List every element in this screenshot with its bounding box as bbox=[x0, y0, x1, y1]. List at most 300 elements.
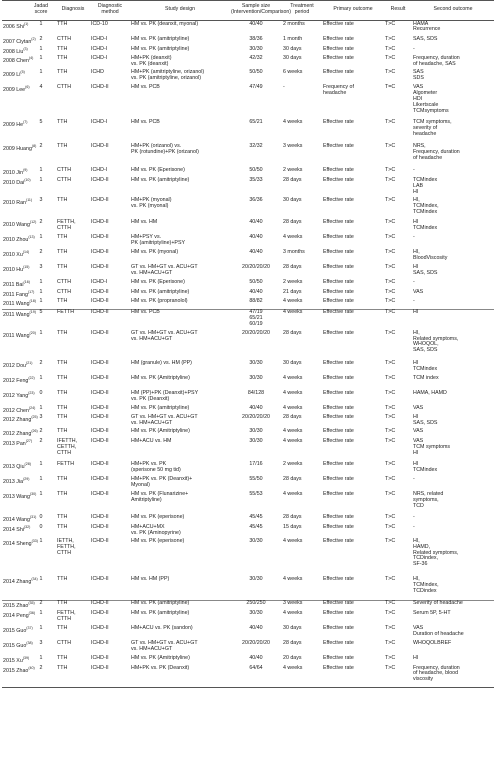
table-row bbox=[2, 439, 494, 462]
study-author: Wang bbox=[16, 493, 30, 500]
cell-method: ICHD-II bbox=[91, 575, 109, 582]
cell-jadad: 1 bbox=[39, 288, 43, 295]
cell-primary-outcome: Effective rate bbox=[323, 428, 354, 435]
study-author: Zhang bbox=[16, 578, 32, 585]
cell-primary-outcome: Effective rate bbox=[323, 389, 354, 396]
cell-diagnosis: CTTH bbox=[57, 84, 72, 91]
cell-method: ICHD-II bbox=[91, 609, 109, 616]
study-year: 2010 bbox=[3, 221, 15, 228]
cell-design: HM vs. PK (eperisone) bbox=[131, 537, 185, 544]
cell-second-outcome: - bbox=[413, 45, 415, 52]
cell-period: 30 days bbox=[283, 55, 302, 62]
cell-second-outcome: HI bbox=[412, 309, 494, 330]
cell-diagnosis: TTH bbox=[57, 45, 68, 52]
study-year: 2012 bbox=[3, 407, 15, 414]
cell-method: ICHD-I bbox=[91, 167, 108, 174]
cell-result: T>C bbox=[385, 389, 396, 396]
cell-year bbox=[2, 85, 30, 120]
cell-method: ICHD-II bbox=[91, 374, 109, 381]
cell-second-outcome: HAMA, HAMD bbox=[413, 389, 447, 396]
cell-period: 4 weeks bbox=[283, 234, 303, 241]
cell-primary-outcome: Effective rate bbox=[323, 219, 354, 226]
cell-sample-size: 40/40 bbox=[249, 404, 263, 411]
cell-result: T>C bbox=[385, 476, 396, 482]
cell-year bbox=[2, 610, 36, 625]
cell-jadad: 2 bbox=[39, 36, 43, 42]
cell-result: T>C bbox=[385, 404, 396, 411]
study-year: 2010 bbox=[3, 199, 15, 206]
cell-year bbox=[2, 415, 38, 429]
cell-primary-outcome: Effective rate bbox=[322, 600, 384, 610]
study-year: 2015 bbox=[3, 667, 15, 674]
cell-method: ICHD-II bbox=[91, 143, 109, 150]
study-year: 2013 bbox=[3, 493, 15, 500]
cell-year bbox=[2, 299, 36, 309]
table-row bbox=[2, 625, 494, 640]
study-author: Wang bbox=[15, 311, 30, 318]
cell-diagnosis: TTH bbox=[57, 389, 68, 396]
cell-primary-outcome: Effective rate bbox=[323, 45, 354, 52]
cell-design: HM+PK vs. PK (Deanxit)+ Myonal) bbox=[131, 476, 193, 488]
cell-year bbox=[2, 665, 35, 687]
cell-primary-outcome: Effective rate bbox=[323, 438, 354, 444]
cell-second-outcome: VAS bbox=[413, 288, 424, 295]
cell-second-outcome: - bbox=[413, 234, 415, 241]
table-row bbox=[2, 655, 494, 665]
study-reference: (6) bbox=[25, 85, 30, 90]
cell-design: GT vs. HM+GT vs. ACU+GT vs. HM+ACU+GT bbox=[131, 639, 198, 652]
study-year: 2009 bbox=[3, 87, 15, 94]
header-diagnosis: Diagnosis bbox=[56, 1, 90, 21]
study-reference: (15) bbox=[23, 265, 30, 270]
cell-design: HM (PP)+PK (Deanxit)+PSY vs. PK (Deanxit) bbox=[131, 389, 199, 402]
study-year: 2008 bbox=[3, 48, 15, 55]
table-row bbox=[2, 220, 494, 235]
study-reference: (28) bbox=[24, 462, 31, 466]
cell-period: 15 days bbox=[283, 523, 302, 530]
cell-year bbox=[2, 538, 39, 576]
cell-jadad: 2 bbox=[39, 359, 43, 366]
cell-period: 4 weeks bbox=[283, 491, 303, 497]
cell-design: HM vs. PK (deanxit, myonal) bbox=[131, 20, 199, 27]
study-reference: (20) bbox=[29, 330, 36, 335]
cell-year bbox=[2, 144, 37, 168]
header-design: Study design bbox=[130, 1, 230, 21]
cell-jadad: 1 bbox=[39, 476, 43, 482]
cell-diagnosis: TTH bbox=[57, 20, 68, 27]
table-row bbox=[2, 462, 494, 477]
table-row bbox=[2, 70, 494, 85]
cell-result: T>C bbox=[385, 639, 396, 646]
table-row bbox=[2, 477, 494, 492]
cell-jadad: 1 bbox=[39, 537, 43, 544]
study-reference: (13) bbox=[28, 235, 35, 240]
study-author: Xu bbox=[16, 251, 23, 258]
study-year: 2014 bbox=[3, 578, 15, 585]
cell-primary-outcome: Effective rate bbox=[323, 575, 354, 582]
cell-method: ICHD-II bbox=[91, 84, 109, 91]
cell-diagnosis: TTH bbox=[57, 234, 68, 241]
cell-sample-size: 50/50 bbox=[249, 167, 263, 174]
cell-year bbox=[2, 309, 36, 330]
cell-second-outcome: - bbox=[413, 167, 415, 174]
study-author: Sheng bbox=[16, 540, 32, 547]
cell-jadad: 1 bbox=[39, 234, 43, 241]
cell-design: HM vs. HM bbox=[131, 219, 158, 226]
cell-jadad: 1 bbox=[39, 575, 43, 582]
cell-jadad: 3 bbox=[39, 639, 43, 646]
table-row bbox=[2, 492, 494, 515]
cell-method: ICHD-I bbox=[91, 55, 108, 62]
cell-design: HM+PK (amitriptyline, orizanol) vs. PK (amitriptyline, orizanol) bbox=[131, 69, 205, 82]
cell-design: HM vs. PCB bbox=[130, 309, 230, 330]
cell-sample-size: 38/36 bbox=[249, 36, 263, 42]
study-reference: (31) bbox=[29, 515, 37, 519]
cell-jadad: 2 bbox=[39, 143, 43, 150]
cell-jadad: 3 bbox=[39, 264, 43, 271]
cell-jadad: 1 bbox=[39, 45, 43, 52]
cell-result: T>C bbox=[385, 537, 396, 544]
cell-result: T>C bbox=[385, 219, 396, 226]
study-year: 2011 bbox=[3, 332, 15, 339]
cell-second-outcome: TCM symptoms, severity of headache bbox=[413, 119, 452, 138]
cell-year bbox=[2, 168, 26, 178]
cell-result: T>C bbox=[385, 624, 396, 631]
cell-design: HM vs. PCB bbox=[131, 84, 160, 91]
study-author: Shi bbox=[16, 23, 24, 30]
cell-design: HM vs. PK (amitriptyline) bbox=[131, 609, 190, 616]
table-row bbox=[2, 56, 494, 70]
table-row bbox=[2, 37, 494, 47]
cell-sample-size: 42/32 bbox=[249, 55, 263, 62]
cell-design: HM+ACU vs. HM bbox=[131, 438, 172, 444]
table-row bbox=[2, 576, 494, 600]
cell-jadad: 1 bbox=[39, 69, 43, 76]
study-reference: (38) bbox=[26, 640, 33, 645]
study-reference: (17) bbox=[27, 289, 35, 294]
cell-second-outcome: HI TCMindex bbox=[413, 461, 438, 473]
cell-second-outcome: Severity of headache bbox=[412, 600, 494, 610]
cell-design: HM vs. PK (eperisone) bbox=[131, 514, 185, 520]
study-author: Dai bbox=[16, 179, 25, 186]
cell-year bbox=[2, 375, 35, 390]
cell-period: 2 weeks bbox=[283, 167, 303, 174]
cell-second-outcome: NRS, related symptoms, TCD bbox=[413, 491, 444, 509]
cell-result: T>C bbox=[385, 249, 396, 256]
cell-diagnosis: FETTH bbox=[57, 461, 75, 467]
table-row bbox=[2, 120, 494, 144]
cell-sample-size: 35/33 bbox=[249, 177, 263, 184]
cell-diagnosis: TTH bbox=[57, 404, 68, 411]
study-author: Zhao bbox=[16, 667, 29, 674]
cell-jadad: 0 bbox=[39, 389, 43, 396]
cell-period: 28 days bbox=[283, 329, 302, 336]
cell-sample-size: 20/20/20/20 bbox=[242, 639, 270, 646]
cell-sample-size: 45/45 bbox=[249, 514, 263, 520]
cell-diagnosis: IFETTH, CETTH, CTTH bbox=[57, 438, 78, 456]
header-size: Sample size (Intervention/Comparison) bbox=[230, 1, 282, 21]
table-row bbox=[2, 235, 494, 250]
cell-primary-outcome: Effective rate bbox=[323, 359, 354, 366]
cell-primary-outcome: Effective rate bbox=[323, 249, 354, 256]
cell-primary-outcome: Effective rate bbox=[323, 523, 354, 530]
study-year: 2015 bbox=[3, 642, 15, 649]
cell-second-outcome: - bbox=[413, 514, 415, 520]
cell-primary-outcome: Effective rate bbox=[323, 177, 354, 184]
cell-period: 28 days bbox=[283, 476, 302, 482]
cell-design: HM vs. PK (Eperisone) bbox=[131, 279, 185, 286]
cell-sample-size: 40/40 bbox=[249, 654, 263, 661]
cell-jadad: 1 bbox=[39, 329, 43, 336]
cell-design: HM vs. PK (Amitriptyline) bbox=[131, 428, 190, 435]
cell-period: 28 days bbox=[283, 264, 302, 271]
cell-sample-size: 30/30 bbox=[249, 609, 263, 616]
cell-design: HM (granule) vs. HM (PP) bbox=[131, 359, 192, 366]
study-reference: (36) bbox=[28, 610, 36, 615]
cell-period: 3 weeks bbox=[283, 143, 303, 150]
cell-period: 21 days bbox=[283, 288, 302, 295]
cell-sample-size: 47/19 65/21 60/19 bbox=[230, 309, 282, 330]
cell-design: HM vs. PK (Flunarizine+ Amitriptyline) bbox=[131, 491, 189, 503]
cell-sample-size: 55/50 bbox=[249, 476, 263, 482]
cell-result: T>C bbox=[385, 438, 396, 444]
cell-primary-outcome: Effective rate bbox=[322, 309, 384, 330]
cell-jadad: 2 bbox=[39, 428, 43, 435]
cell-method: ICHD-II bbox=[91, 537, 109, 544]
cell-period: 30 days bbox=[283, 45, 302, 52]
cell-result: T>C bbox=[385, 575, 396, 582]
cell-design: HM vs. PCB bbox=[131, 119, 160, 126]
cell-second-outcome: HI TCMindex bbox=[413, 219, 438, 231]
cell-sample-size: 45/45 bbox=[249, 523, 263, 530]
cell-period: 4 weeks bbox=[283, 575, 303, 582]
cell-method: ICHD-II bbox=[91, 288, 109, 295]
cell-primary-outcome: Effective rate bbox=[323, 491, 354, 497]
cell-second-outcome: HI bbox=[413, 654, 419, 661]
cell-second-outcome: SAS SDS bbox=[413, 69, 424, 82]
table-row bbox=[2, 144, 494, 168]
cell-design: HM vs. PK (Eperisone) bbox=[131, 167, 185, 174]
study-year: 2008 bbox=[3, 58, 15, 65]
study-reference: (3) bbox=[23, 46, 28, 51]
cell-result: T>C bbox=[385, 279, 396, 286]
study-year: 2012 bbox=[3, 377, 15, 384]
cell-jadad: 1 bbox=[39, 374, 43, 381]
cell-design: HM+PK vs. PK (sperisone 50 mg tid) bbox=[131, 461, 181, 473]
cell-method: ICHD-II bbox=[91, 514, 109, 520]
study-reference: (11) bbox=[26, 198, 33, 203]
cell-method: ICHD-I bbox=[91, 45, 108, 52]
cell-sample-size: 30/30 bbox=[249, 438, 263, 444]
cell-year bbox=[2, 405, 36, 415]
cell-method: ICHD-II bbox=[91, 654, 109, 661]
cell-method: ICHD-II bbox=[91, 177, 109, 184]
cell-second-outcome: HI, TCMindex, TCDindex bbox=[413, 575, 439, 594]
cell-second-outcome: Serum 5P, 5-HT bbox=[413, 609, 451, 616]
study-reference: (34) bbox=[31, 576, 38, 581]
study-author: Zhang bbox=[16, 431, 32, 438]
cell-diagnosis: TTH bbox=[57, 359, 68, 366]
cell-period: 4 weeks bbox=[283, 389, 303, 396]
cell-diagnosis: CTTH bbox=[57, 36, 72, 42]
cell-diagnosis: TTH bbox=[57, 119, 68, 126]
table-row bbox=[2, 415, 494, 429]
cell-jadad: 3 bbox=[39, 414, 43, 421]
study-year: 2010 bbox=[3, 251, 15, 258]
cell-second-outcome: Frequency, duration of headache, SAS bbox=[413, 55, 460, 68]
cell-design: HM vs. PK (amitriptyline) bbox=[131, 45, 190, 52]
cell-sample-size: 20/20/20/20 bbox=[242, 414, 270, 421]
cell-year bbox=[2, 178, 31, 198]
study-reference: (12) bbox=[29, 220, 37, 225]
cell-primary-outcome: Effective rate bbox=[322, 665, 384, 687]
cell-method: ICHD-II bbox=[91, 438, 109, 444]
cell-second-outcome: HI TCMindex bbox=[413, 359, 438, 372]
cell-sample-size: 40/40 bbox=[249, 249, 263, 256]
study-year: 2014 bbox=[3, 526, 15, 533]
study-reference: (27) bbox=[25, 439, 33, 443]
cell-design: HM+PK (myonal) vs. PK (myonal) bbox=[131, 197, 172, 209]
cell-design: HM vs. PK (myonal) bbox=[131, 249, 179, 256]
cell-period: 28 days bbox=[283, 639, 302, 646]
cell-primary-outcome: Frequency of headache bbox=[323, 84, 354, 97]
study-author: Chen bbox=[16, 407, 29, 414]
cell-year bbox=[2, 515, 37, 525]
cell-result: T>C bbox=[385, 298, 396, 305]
cell-primary-outcome: Effective rate bbox=[323, 288, 354, 295]
cell-primary-outcome: Effective rate bbox=[323, 624, 354, 631]
cell-result: T>C bbox=[385, 264, 396, 271]
study-year: 2009 bbox=[3, 146, 15, 153]
cell-second-outcome: HI, Related symptoms, WHOQOL, SAS, SDS bbox=[413, 329, 459, 354]
cell-year bbox=[2, 280, 30, 290]
cell-period: 6 weeks bbox=[283, 69, 303, 76]
study-author: Wang bbox=[15, 301, 30, 308]
study-year: 2011 bbox=[3, 291, 15, 298]
cell-method: ICHD-II bbox=[91, 428, 109, 435]
cell-diagnosis: TTH bbox=[57, 69, 68, 76]
cell-method: ICHD-II bbox=[91, 359, 109, 366]
cell-result: T>C bbox=[385, 523, 396, 530]
cell-result: T>C bbox=[384, 600, 412, 610]
cell-method: ICHD-II bbox=[91, 461, 109, 467]
cell-primary-outcome: Effective rate bbox=[323, 69, 354, 76]
cell-design: HM+ACU+MX vs. PK (Aminopyrine) bbox=[131, 523, 181, 536]
study-year: 2009 bbox=[3, 72, 15, 79]
cell-jadad: 1 bbox=[39, 624, 43, 631]
cell-second-outcome: VAS TCM symptoms HI bbox=[413, 438, 451, 456]
cell-diagnosis: TTH bbox=[57, 329, 68, 336]
cell-year bbox=[2, 220, 37, 235]
cell-method: ICHD-II bbox=[91, 476, 109, 482]
cell-design: HM+PK (deanxit) vs. PK (deanxit) bbox=[131, 55, 172, 68]
study-year: 2011 bbox=[3, 281, 15, 288]
study-author: Bai bbox=[15, 281, 24, 288]
cell-method: ICHD-II bbox=[90, 665, 130, 687]
cell-result: T>C bbox=[385, 234, 396, 241]
cell-diagnosis: TTH bbox=[57, 298, 68, 305]
cell-period: 20 days bbox=[283, 654, 302, 661]
table-row bbox=[2, 289, 494, 299]
cell-primary-outcome: Effective rate bbox=[323, 654, 354, 661]
cell-diagnosis: CTTH bbox=[57, 167, 72, 174]
cell-sample-size: 50/50 bbox=[249, 279, 263, 286]
study-author: Fang bbox=[15, 291, 28, 298]
cell-primary-outcome: Effective rate bbox=[323, 329, 354, 336]
cell-year bbox=[2, 439, 33, 462]
cell-diagnosis: TTH bbox=[57, 428, 68, 435]
cell-second-outcome: HI, TCMindex, TCMindex bbox=[413, 197, 439, 215]
cell-period: 30 days bbox=[283, 624, 302, 631]
cell-method: ICHD-II bbox=[91, 523, 109, 530]
cell-period: 3 weeks bbox=[282, 600, 322, 610]
study-reference: (29) bbox=[23, 477, 30, 481]
cell-method: ICHD-I bbox=[91, 119, 108, 126]
table-row bbox=[2, 665, 494, 687]
cell-period: 4 weeks bbox=[283, 298, 303, 305]
study-author: Hu bbox=[16, 266, 24, 273]
cell-diagnosis: FETTH, CTTH bbox=[57, 609, 76, 622]
cell-year bbox=[2, 477, 30, 492]
cell-sample-size: 32/32 bbox=[249, 143, 263, 150]
cell-diagnosis: CTTH bbox=[57, 639, 72, 646]
cell-jadad: 2 bbox=[39, 438, 43, 444]
cell-period: 4 weeks bbox=[283, 438, 303, 444]
cell-sample-size: 17/16 bbox=[249, 461, 263, 467]
cell-sample-size: 30/30 bbox=[249, 359, 263, 366]
cell-jadad: 2 bbox=[26, 665, 56, 687]
cell-result: T>C bbox=[385, 167, 396, 174]
cell-diagnosis: TTH bbox=[57, 143, 68, 150]
study-author: Yang bbox=[16, 392, 29, 399]
study-year: 2011 bbox=[3, 301, 15, 308]
cell-diagnosis: TTH bbox=[57, 523, 68, 530]
study-author: Feng bbox=[16, 377, 29, 384]
cell-result: T>C bbox=[385, 609, 396, 616]
cell-primary-outcome: Effective rate bbox=[323, 404, 354, 411]
cell-year bbox=[2, 56, 34, 70]
cell-sample-size: 40/40 bbox=[249, 219, 263, 226]
cell-primary-outcome: Effective rate bbox=[323, 36, 354, 42]
cell-design: HM vs. PK (amitriptyline) bbox=[131, 404, 190, 411]
cell-jadad: 1 bbox=[39, 279, 43, 286]
table-row bbox=[2, 178, 494, 198]
cell-diagnosis: TTH bbox=[57, 491, 68, 497]
cell-period: 4 weeks bbox=[283, 374, 303, 381]
study-year: 2010 bbox=[3, 179, 15, 186]
cell-jadad: 1 bbox=[39, 177, 43, 184]
cell-design: HM vs. PK (amitriptyline) bbox=[131, 288, 190, 295]
study-reference: (25) bbox=[31, 415, 38, 420]
cell-design: GT vs. HM+GT vs. ACU+GT vs. HM+ACU+GT bbox=[131, 264, 198, 276]
study-author: Wang bbox=[16, 221, 30, 228]
cell-primary-outcome: Effective rate bbox=[323, 298, 354, 305]
cell-result: T>C bbox=[385, 20, 396, 27]
cell-period: 3 months bbox=[283, 249, 305, 256]
study-reference: (16) bbox=[23, 280, 30, 285]
study-author: Peng bbox=[16, 612, 29, 619]
cell-design: HM vs. HM (PP) bbox=[131, 575, 170, 582]
study-year: 2011 bbox=[3, 311, 15, 318]
cell-period: 4 weeks bbox=[283, 119, 303, 126]
table-row bbox=[2, 515, 494, 525]
table-row bbox=[2, 360, 494, 375]
cell-diagnosis: TTH bbox=[57, 514, 68, 520]
study-year: 2015 bbox=[3, 602, 15, 609]
cell-period: 30 days bbox=[283, 359, 302, 366]
study-reference: (5) bbox=[20, 70, 25, 75]
study-reference: (24) bbox=[28, 405, 36, 410]
